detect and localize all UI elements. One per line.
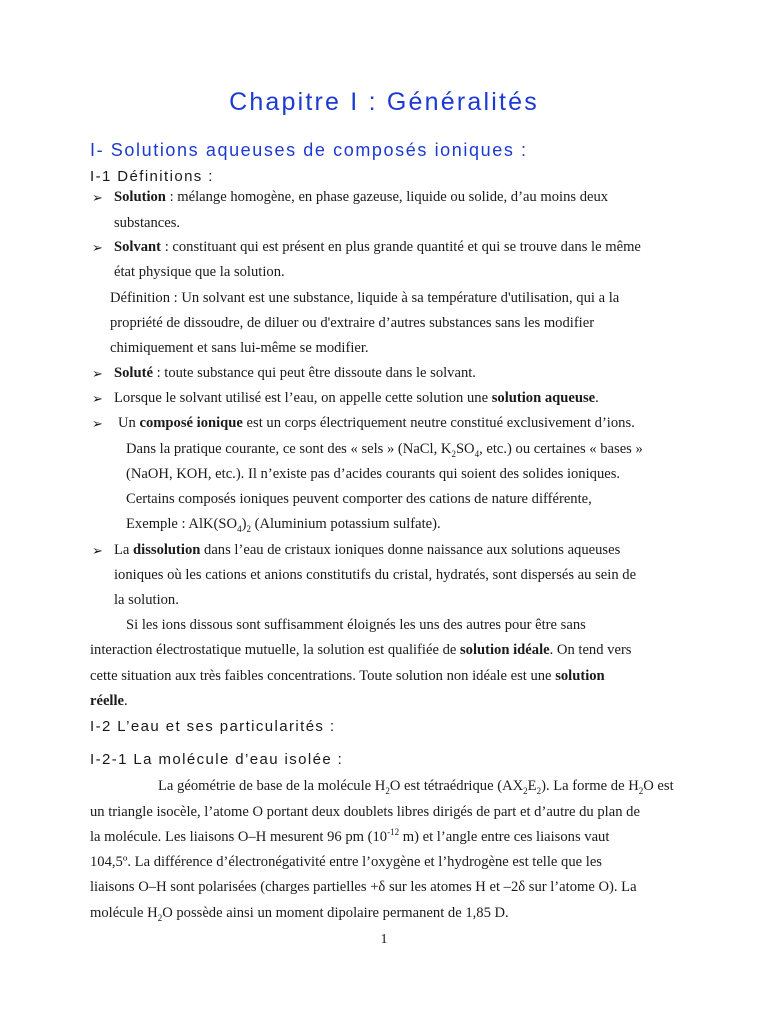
ideal-solution-paragraph: Si les ions dissous sont suffisamment éloignés les uns des autres pour être sans <box>126 617 586 633</box>
compose-ionique-line: (NaOH, KOH, etc.). Il n’existe pas d’acides courants qui soient des solides ioniques. <box>126 466 621 482</box>
chapter-title: Chapitre I : Généralités <box>229 88 539 116</box>
molecule-paragraph: la molécule. Les liaisons O–H mesurent 96 pm ($10^{-12}$ m) et l’angle entre ces liaisons vaut <box>90 827 610 845</box>
subsection-title-molecule: I-2-1 La molécule d’eau isolée : <box>90 751 344 768</box>
ideal-solution-paragraph: cette situation aux très faibles concentrations. Toute solution non idéale est une solution <box>90 668 605 684</box>
bullet-arrow-icon: ➢ <box>92 240 103 255</box>
bullet-arrow-icon: ➢ <box>92 416 103 431</box>
molecule-paragraph: 104,5º. La différence d’électronégativité entre l’oxygène et l’hydrogène est telle que les <box>90 854 602 870</box>
ideal-solution-paragraph: interaction électrostatique mutuelle, la solution est qualifiée de solution idéale. On tend vers <box>90 642 632 658</box>
definition-solute: Soluté : toute substance qui peut être dissoute dans le solvant. <box>114 365 476 381</box>
definition-solution-cont: substances. <box>114 215 181 231</box>
definition-solvant-cont: état physique que la solution. <box>114 264 285 280</box>
compose-ionique-example: Exemple : $AlK(SO_4)_2$ (Aluminium potassium sulfate). <box>126 516 441 534</box>
definition-solution: Solution : mélange homogène, en phase gazeuse, liquide ou solide, d’au moins deux <box>114 189 609 205</box>
section-title: I- Solutions aqueuses de composés ioniques : <box>90 140 528 160</box>
solvant-definition-line: Définition : Un solvant est une substance, liquide à sa température d'utilisation, qui a la <box>110 290 620 306</box>
solvant-definition-line: propriété de dissoudre, de diluer ou d'extraire d’autres substances sans les modifier <box>110 315 595 331</box>
definition-solvant: Solvant : constituant qui est présent en plus grande quantité et qui se trouve dans le même <box>114 239 641 255</box>
molecule-paragraph: molécule $H_2O$ possède ainsi un moment dipolaire permanent de 1,85 D. <box>90 905 509 923</box>
dissolution-line: ioniques où les cations et anions constitutifs du cristal, hydratés, sont dispersés au sein de <box>114 567 637 583</box>
molecule-paragraph: un triangle isocèle, l’atome O portant deux doublets libres dirigés de part et d’autre du plan de <box>90 804 640 820</box>
subsection-title-eau: I-2 L’eau et ses particularités : <box>90 718 336 735</box>
definition-dissolution: La dissolution dans l’eau de cristaux ioniques donne naissance aux solutions aqueuses <box>114 542 621 558</box>
bullet-arrow-icon: ➢ <box>92 190 103 205</box>
compose-ionique-line: Dans la pratique courante, ce sont des « sels » (NaCl, $K_2SO_4$, etc.) ou certaines « bases » <box>126 441 643 459</box>
page-number: 1 <box>380 932 388 947</box>
subsection-title-definitions: I-1 Définitions : <box>90 168 214 185</box>
solvant-definition-line: chimiquement et sans lui-même se modifier. <box>110 340 369 356</box>
dissolution-line: la solution. <box>114 592 179 608</box>
ideal-solution-paragraph: réelle. <box>90 693 128 709</box>
definition-solution-aqueuse: Lorsque le solvant utilisé est l’eau, on appelle cette solution une solution aqueuse. <box>114 390 599 406</box>
bullet-arrow-icon: ➢ <box>92 391 103 406</box>
compose-ionique-line: Certains composés ioniques peuvent comporter des cations de nature différente, <box>126 491 592 507</box>
bullet-arrow-icon: ➢ <box>92 366 103 381</box>
definition-compose-ionique: Un composé ionique est un corps électriquement neutre constitué exclusivement d’ions. <box>118 415 635 431</box>
molecule-paragraph: liaisons O–H sont polarisées (charges partielles +δ sur les atomes H et –2δ sur l’atome O). La <box>90 879 637 895</box>
molecule-paragraph: La géométrie de base de la molécule $H_2O$ est tétraédrique $(AX_2E_2)$. La forme de $H_2O$ est <box>158 778 674 796</box>
bullet-arrow-icon: ➢ <box>92 543 103 558</box>
